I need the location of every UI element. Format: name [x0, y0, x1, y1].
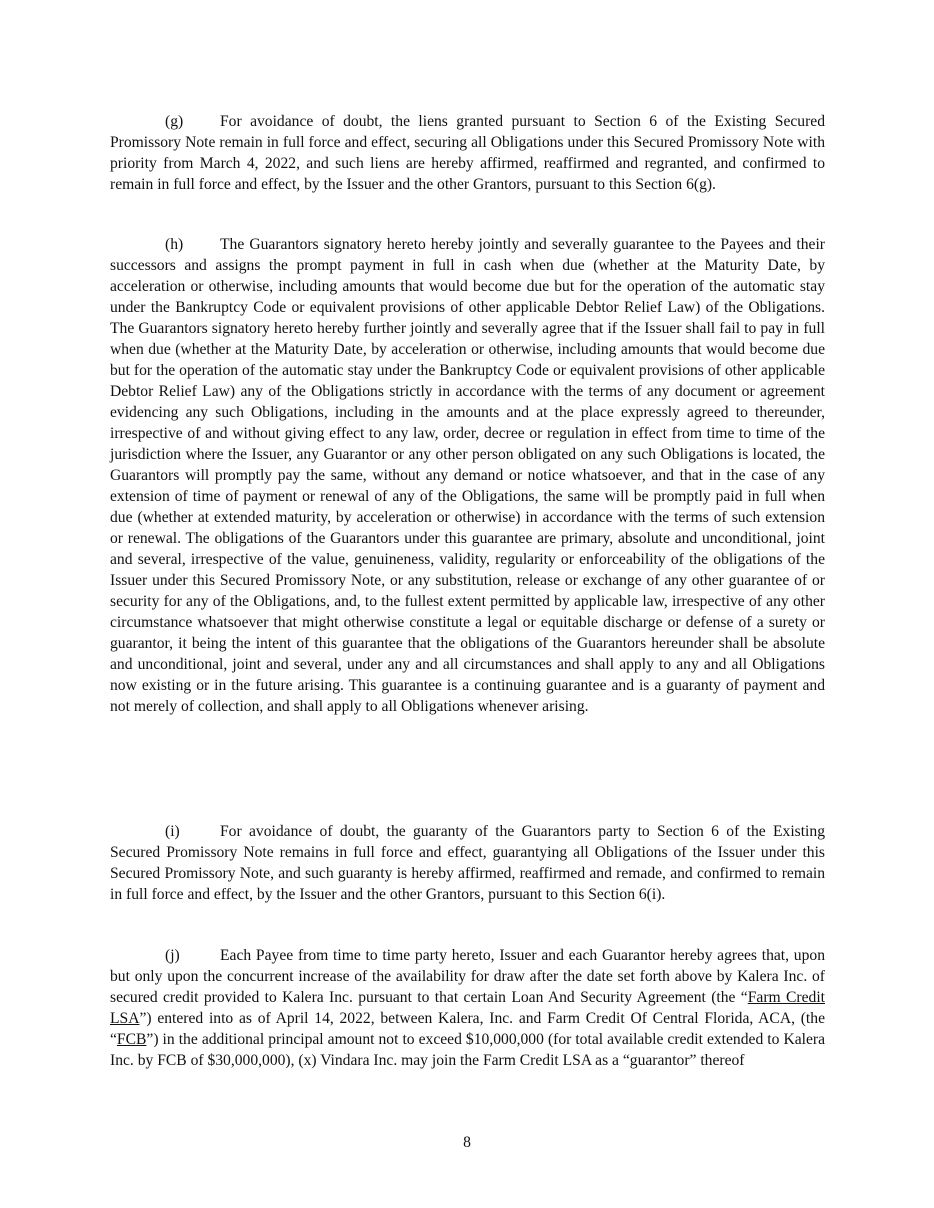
paragraph-i	[110, 821, 825, 905]
paragraph-text: For avoidance of doubt, the guaranty of the Guarantors party to Section 6 of the Existing Secured Promissory Note remains in full force and effect, guarantying all Obligations of the Issuer under this Secured Promissory Note, and such guaranty is hereby affirmed, reaffirmed and remade, and confirmed to remain in full force and effect, by the Issuer and the other Grantors, pursuant to this Section 6(i).	[110, 823, 825, 903]
paragraph-text: For avoidance of doubt, the liens granted pursuant to Section 6 of the Existing Secured Promissory Note remain in full force and effect, securing all Obligations under this Secured Promissory Note with priority from March 4, 2022, and such liens are hereby affirmed, reaffirmed and regranted, and confirmed to remain in full force and effect, by the Issuer and the other Grantors, pursuant to this Section 6(g).	[110, 113, 825, 193]
page-number: 8	[463, 1134, 471, 1151]
paragraph-label: (j)	[165, 947, 180, 964]
paragraph-label: (g)	[165, 113, 184, 130]
paragraph-text: Each Payee from time to time party hereto, Issuer and each Guarantor hereby agrees that, upon but only upon the concurrent increase of the availability for draw after the date set forth above by Kalera Inc. of secured credit provided to Kalera Inc. pursuant to that certain Loan And Security Agreement (the “	[110, 947, 825, 1006]
paragraph-label: (h)	[165, 236, 184, 253]
paragraph-text: The Guarantors signatory hereto hereby jointly and severally guarantee to the Payees and their successors and assigns the prompt payment in full in cash when due (whether at the Maturity Date, by acceleration or otherwise, including amounts that would become due but for the operation of the automatic stay under the Bankruptcy Code or equivalent provisions of other applicable Debtor Relief Law) of the Obligations. The Guarantors signatory hereto hereby further jointly and severally agree that if the Issuer shall fail to pay in full when due (whether at the Maturity Date, by acceleration or otherwise, including amounts that would become due but for the operation of the automatic stay under the Bankruptcy Code or equivalent provisions of other applicable Debtor Relief Law) any of the Obligations strictly in accordance with the terms of any document or agreement evidencing any such Obligations, including in the amounts and at the place expressly agreed to thereunder, irrespective of and without giving effect to any law, order, decree or regulation in effect from time to time of the jurisdiction where the Issuer, any Guarantor or any other person obligated on any such Obligations is located, the Guarantors will promptly pay the same, without any demand or notice whatsoever, and that in the case of any extension of time of payment or renewal of any of the Obligations, the same will be promptly paid in full when due (whether at extended maturity, by acceleration or otherwise) in accordance with the terms of such extension or renewal. The obligations of the Guarantors under this guarantee are primary, absolute and unconditional, joint and several, irrespective of the value, genuineness, validity, regularity or enforceability of the obligations of the Issuer under this Secured Promissory Note, or any substitution, release or exchange of any other guarantee of or security for any of the Obligations, and, to the fullest extent permitted by applicable law, irrespective of any other circumstance whatsoever that might otherwise constitute a legal or equitable discharge or defense of a surety or guarantor, it being the intent of this guarantee that the obligations of the Guarantors hereunder shall be absolute and unconditional, joint and several, under any and all circumstances and shall apply to any and all Obligations now existing or in the future arising. This guarantee is a continuing guarantee and is a guaranty of payment and not merely of collection, and shall apply to all Obligations whenever arising.	[110, 236, 825, 715]
paragraph-text: ”) in the additional principal amount not to exceed $10,000,000 (for total available credit extended to Kalera Inc. by FCB of $30,000,000), (x) Vindara Inc. may join the Farm Credit LSA as a “guarantor” thereof	[110, 1031, 825, 1069]
defined-term-fcb: FCB	[116, 1031, 147, 1048]
paragraph-h	[110, 234, 825, 717]
paragraph-label: (i)	[165, 823, 180, 840]
paragraph-g	[110, 111, 825, 195]
defined-term-farm-credit-lsa: Farm Credit LSA	[110, 989, 825, 1027]
paragraph-j	[110, 945, 825, 1071]
paragraph-text: ”) entered into as of April 14, 2022, between Kalera, Inc. and Farm Credit Of Central Florida, ACA, (the “	[110, 1010, 825, 1048]
